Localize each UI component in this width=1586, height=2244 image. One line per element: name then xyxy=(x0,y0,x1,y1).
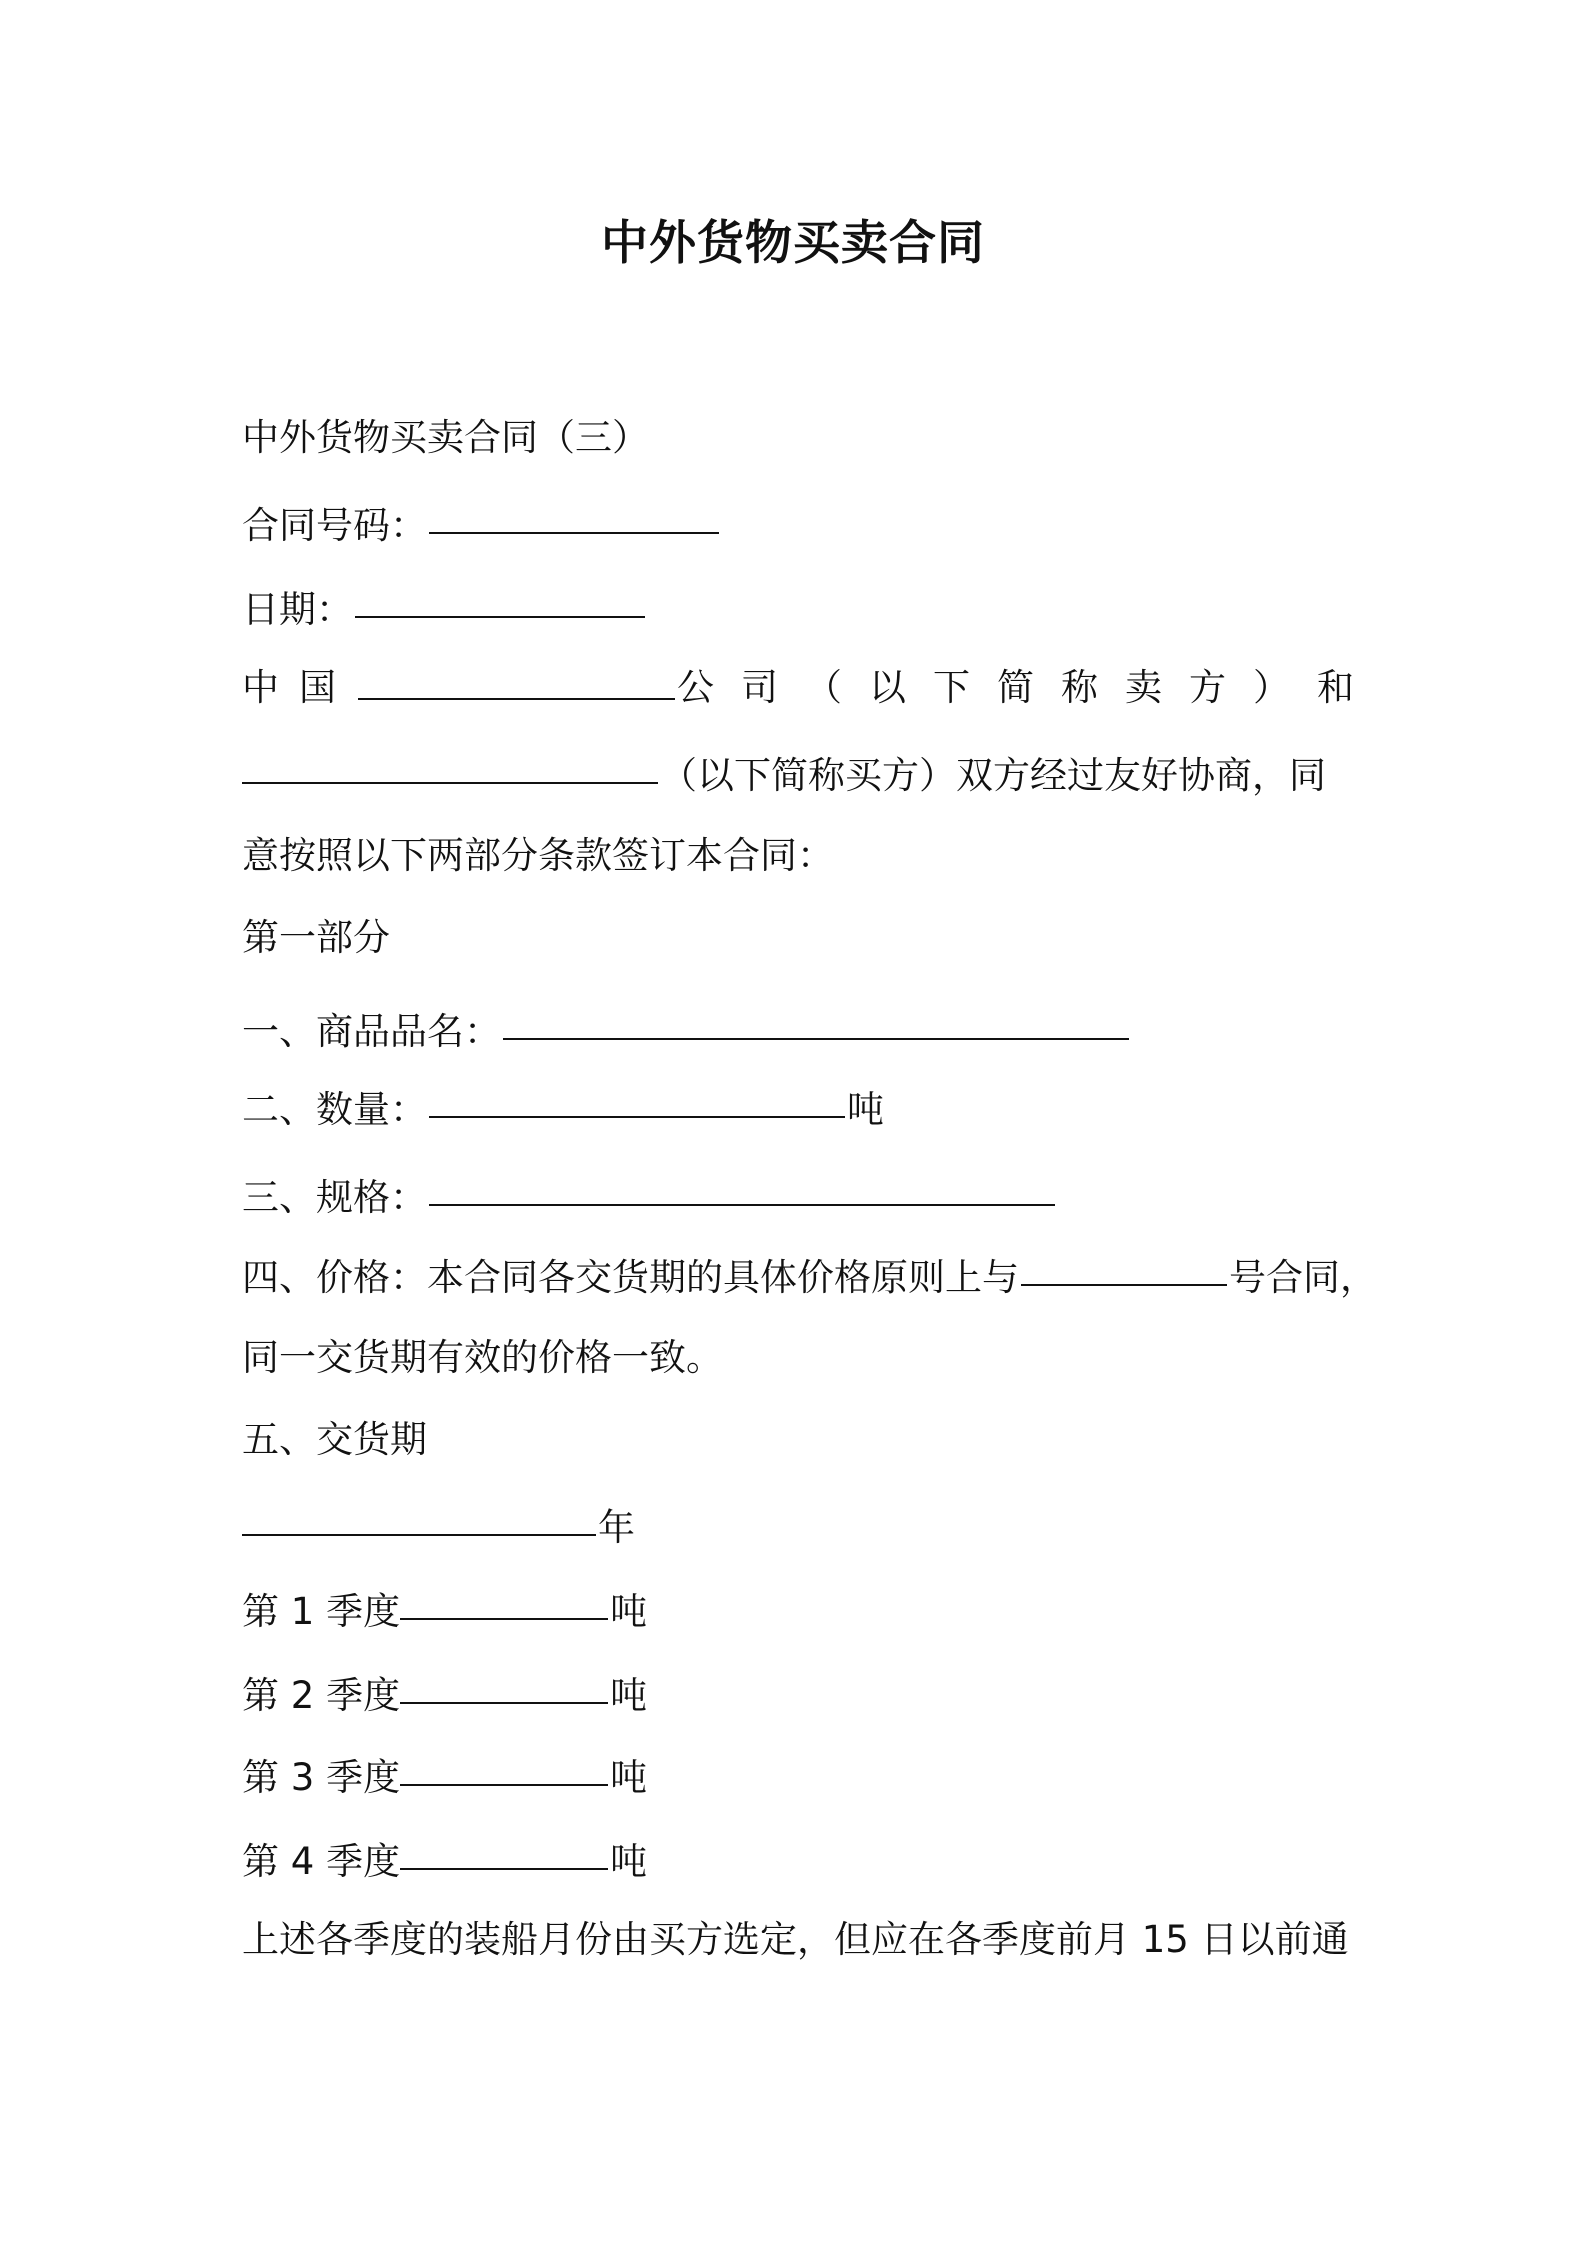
quarter-suffix: 季度 xyxy=(326,1590,401,1633)
quantity-field[interactable] xyxy=(429,1076,845,1118)
item-specification xyxy=(242,1168,1372,1224)
product-name-field[interactable] xyxy=(503,998,1129,1040)
product-name-label: 一、商品品名： xyxy=(242,1010,501,1053)
quarter-prefix: 第 xyxy=(242,1840,279,1883)
quarter-suffix: 季度 xyxy=(326,1674,401,1717)
quarter-line xyxy=(242,1582,1372,1638)
specification-field[interactable] xyxy=(429,1164,1055,1206)
quarter-quantity-field[interactable] xyxy=(400,1828,608,1870)
quarter-number: 1 xyxy=(290,1590,315,1633)
price-tail: 号合同， xyxy=(1229,1256,1377,1299)
parties-line-3: 意按照以下两部分条款签订本合同： xyxy=(242,834,834,877)
quarter-prefix: 第 xyxy=(242,1590,279,1633)
quarter-unit: 吨 xyxy=(610,1674,648,1717)
shipment-notice-line: 上述各季度的装船月份由买方选定，但应在各季度前月 15 日以前通 xyxy=(242,1918,1349,1961)
quarter-suffix: 季度 xyxy=(326,1756,401,1799)
parties-buyer-text: （以下简称买方）双方经过友好协商，同 xyxy=(660,754,1326,797)
subtitle: 中外货物买卖合同（三） xyxy=(242,416,649,459)
quarter-line xyxy=(242,1666,1372,1722)
quarter-number: 2 xyxy=(290,1674,315,1717)
quarter-quantity-field[interactable] xyxy=(400,1578,608,1620)
quarter-quantity-field[interactable] xyxy=(400,1662,608,1704)
price-contract-field[interactable] xyxy=(1021,1244,1227,1286)
contract-number-field[interactable] xyxy=(429,492,719,534)
quarter-prefix: 第 xyxy=(242,1756,279,1799)
contract-number-label: 合同号码： xyxy=(242,504,427,547)
quarter-number: 4 xyxy=(290,1840,315,1883)
quarter-prefix: 第 xyxy=(242,1674,279,1717)
parties-china-text: 中国 xyxy=(242,666,356,709)
quarter-suffix: 季度 xyxy=(326,1840,401,1883)
item-quantity xyxy=(242,1080,1372,1136)
part-one-heading: 第一部分 xyxy=(242,916,390,959)
quarter-line xyxy=(242,1748,1372,1804)
parties-and-text: 和 xyxy=(1317,666,1354,709)
date-field[interactable] xyxy=(355,576,645,618)
parties-seller-text: 公司（以下简称卖方） xyxy=(677,666,1317,709)
parties-line-2 xyxy=(242,746,1372,802)
quarter-line xyxy=(242,1832,1372,1888)
item-price-line-2: 同一交货期有效的价格一致。 xyxy=(242,1336,723,1379)
quarter-unit: 吨 xyxy=(610,1756,648,1799)
year-unit: 年 xyxy=(598,1506,635,1549)
buyer-company-field[interactable] xyxy=(242,742,658,784)
seller-company-field[interactable] xyxy=(358,658,675,700)
date-label: 日期： xyxy=(242,588,353,631)
quantity-label: 二、数量： xyxy=(242,1088,427,1131)
quantity-unit: 吨 xyxy=(847,1088,884,1131)
item-product-name xyxy=(242,1002,1372,1058)
quarter-number: 3 xyxy=(290,1756,315,1799)
delivery-year-line xyxy=(242,1498,1372,1554)
delivery-heading: 五、交货期 xyxy=(242,1418,427,1461)
specification-label: 三、规格： xyxy=(242,1176,427,1219)
delivery-year-field[interactable] xyxy=(242,1494,596,1536)
parties-line-1 xyxy=(242,662,1354,714)
contract-number-line xyxy=(242,496,1372,552)
date-line xyxy=(242,580,1372,636)
document-title: 中外货物买卖合同 xyxy=(601,216,985,271)
item-price-line-1 xyxy=(242,1248,1377,1304)
quarter-unit: 吨 xyxy=(610,1590,648,1633)
quarter-unit: 吨 xyxy=(610,1840,648,1883)
price-label: 四、价格：本合同各交货期的具体价格原则上与 xyxy=(242,1256,1019,1299)
quarter-quantity-field[interactable] xyxy=(400,1744,608,1786)
